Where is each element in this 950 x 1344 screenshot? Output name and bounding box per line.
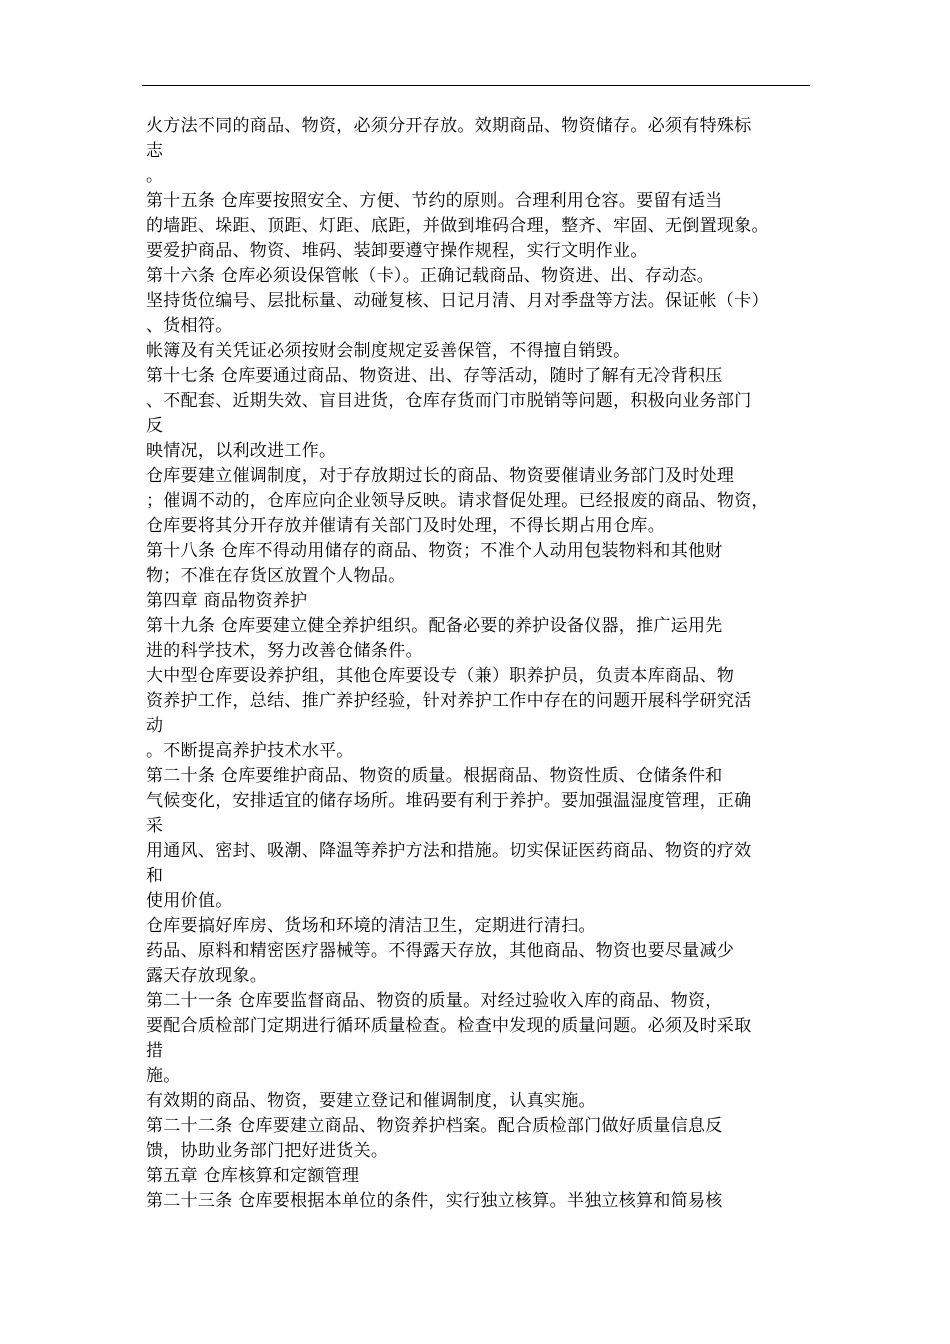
text-line: 的墙距、垛距、顶距、灯距、底距，并做到堆码合理，整齐、牢固、无倒置现象。 [146, 216, 769, 236]
text-line: 第十九条 仓库要建立健全养护组织。配备必要的养护设备仪器，推广运用先 [146, 616, 723, 636]
text-line: 仓库要将其分开存放并催请有关部门及时处理，不得长期占用仓库。 [146, 516, 665, 536]
text-line: 第十六条 仓库必须设保管帐（卡）。正确记载商品、物资进、出、存动态。 [146, 266, 715, 286]
text-line: 第十八条 仓库不得动用储存的商品、物资；不准个人动用包装物料和其他财 [146, 541, 723, 561]
text-line: 。不断提高养护技术水平。 [146, 741, 354, 761]
text-line: 火方法不同的商品、物资，必须分开存放。效期商品、物资储存。必须有特殊标 [146, 116, 752, 136]
text-line: ；催调不动的，仓库应向企业领导反映。请求督促处理。已经报废的商品、物资， [146, 491, 769, 511]
text-line: 动 [146, 716, 164, 736]
text-line: 、不配套、近期失效、盲目进货，仓库存货而门市脱销等问题，积极向业务部门 [146, 391, 752, 411]
text-line: 坚持货位编号、层批标量、动碰复核、日记月清、月对季盘等方法。保证帐（卡） [146, 291, 769, 311]
text-line: 映情况，以利改进工作。 [146, 441, 337, 461]
text-line: 仓库要建立催调制度，对于存放期过长的商品、物资要催请业务部门及时处理 [146, 466, 735, 486]
text-line: 施。 [146, 1066, 181, 1086]
text-line: 要爱护商品、物资、堆码、装卸要遵守操作规程，实行文明作业。 [146, 241, 648, 261]
text-line: 有效期的商品、物资，要建立登记和催调制度，认真实施。 [146, 1091, 596, 1111]
text-line: 馈，协助业务部门把好进货关。 [146, 1141, 389, 1161]
text-line: 反 [146, 416, 164, 436]
text-line: 使用价值。 [146, 891, 233, 911]
text-line: 仓库要搞好库房、货场和环境的清洁卫生，定期进行清扫。 [146, 916, 596, 936]
text-line: 第二十条 仓库要维护商品、物资的质量。根据商品、物资性质、仓储条件和 [146, 766, 723, 786]
text-line: 要配合质检部门定期进行循环质量检查。检查中发现的质量问题。必须及时采取 [146, 1016, 752, 1036]
text-line: 帐簿及有关凭证必须按财会制度规定妥善保管，不得擅自销毁。 [146, 341, 631, 361]
text-line: 进的科学技术，努力改善仓储条件。 [146, 641, 423, 661]
text-line: 用通风、密封、吸潮、降温等养护方法和措施。切实保证医药商品、物资的疗效 [146, 841, 752, 861]
text-line: 大中型仓库要设养护组，其他仓库要设专（兼）职养护员，负责本库商品、物 [146, 666, 735, 686]
text-line: 第二十三条 仓库要根据本单位的条件，实行独立核算。半独立核算和简易核 [146, 1191, 723, 1211]
text-line: 第五章 仓库核算和定额管理 [146, 1166, 360, 1186]
text-line: 第十五条 仓库要按照安全、方便、节约的原则。合理利用仓容。要留有适当 [146, 191, 723, 211]
text-line: 第四章 商品物资养护 [146, 591, 308, 611]
text-line: 、货相符。 [146, 316, 233, 336]
text-line: 第二十二条 仓库要建立商品、物资养护档案。配合质检部门做好质量信息反 [146, 1116, 723, 1136]
text-line: 药品、原料和精密医疗器械等。不得露天存放，其他商品、物资也要尽量减少 [146, 941, 735, 961]
document-body [146, 114, 814, 1214]
text-line: 和 [146, 866, 164, 886]
header-rule [142, 85, 810, 86]
text-line: 第二十一条 仓库要监督商品、物资的质量。对经过验收入库的商品、物资， [146, 991, 723, 1011]
text-line: 第十七条 仓库要通过商品、物资进、出、存等活动，随时了解有无冷背积压 [146, 366, 723, 386]
text-line: 气候变化，安排适宜的储存场所。堆码要有利于养护。要加强温湿度管理，正确 [146, 791, 752, 811]
text-line: 资养护工作，总结、推广养护经验，针对养护工作中存在的问题开展科学研究活 [146, 691, 752, 711]
text-line: 物；不准在存货区放置个人物品。 [146, 566, 406, 586]
text-line: 。 [146, 166, 164, 186]
text-line: 采 [146, 816, 164, 836]
text-line: 志 [146, 141, 164, 161]
text-line: 露天存放现象。 [146, 966, 268, 986]
text-line: 措 [146, 1041, 164, 1061]
